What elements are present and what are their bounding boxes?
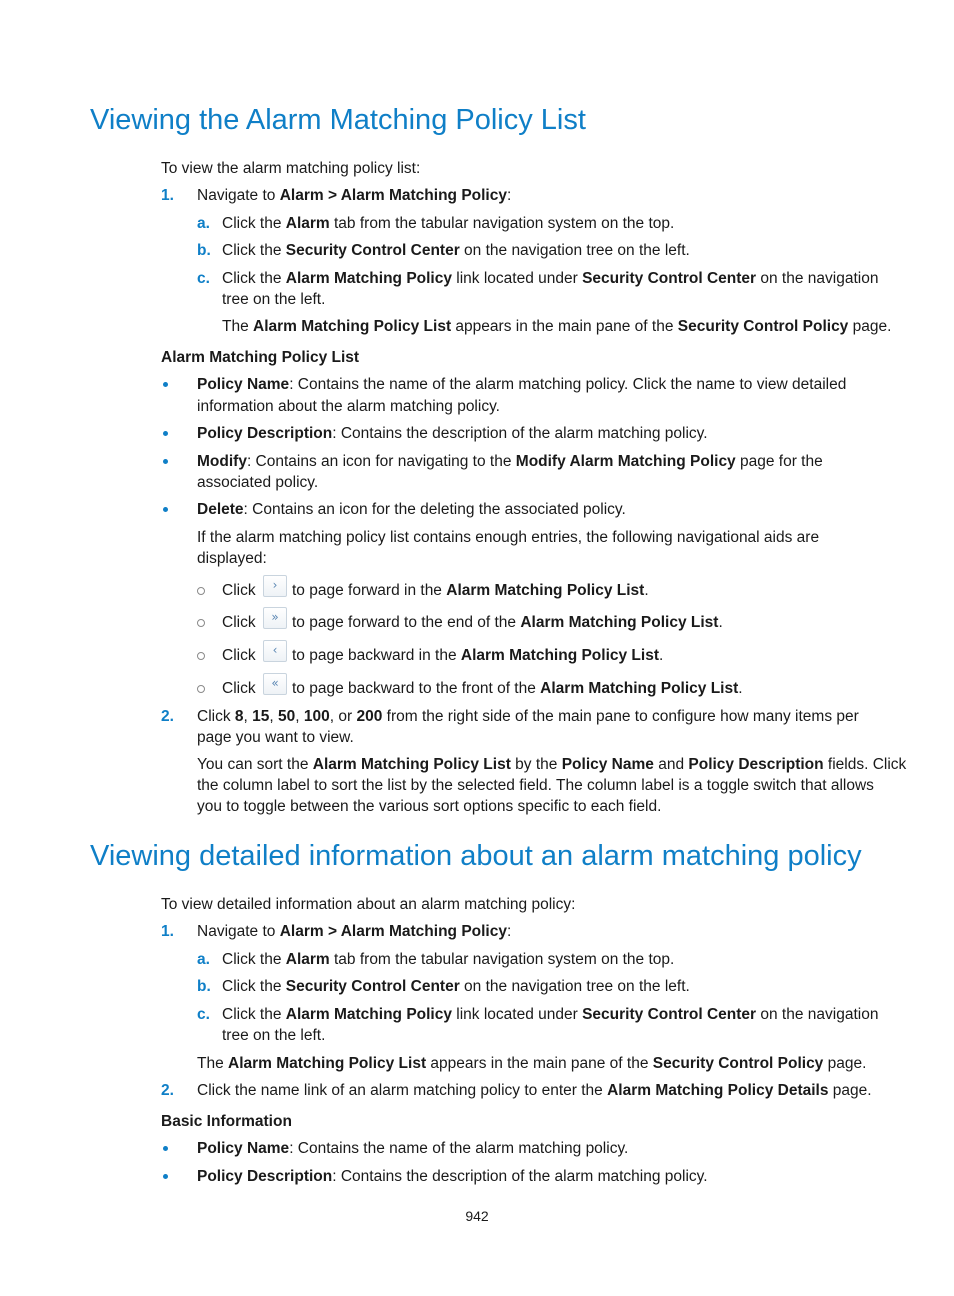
text-run: page for the	[735, 453, 823, 470]
bullet-text-cont: information about the alarm matching policy.	[197, 398, 500, 415]
text-run: : Contains an icon for navigating to the	[246, 453, 516, 470]
bullet-text	[197, 1166, 708, 1187]
text-run: Click the	[222, 270, 286, 287]
intro-text: To view detailed information about an alarm matching policy:	[161, 896, 576, 913]
step-number: 2.	[161, 1082, 174, 1099]
section-title: Viewing the Alarm Matching Policy List	[90, 104, 586, 136]
text-run: to page backward in the	[292, 647, 461, 664]
page-number: 942	[465, 1208, 489, 1224]
text-run: .	[738, 680, 743, 697]
text-run: The	[197, 1055, 229, 1072]
text-run: , or	[329, 708, 357, 725]
text-run: from the right side of the main pane to configure how many items per	[382, 708, 859, 725]
substep-text	[222, 268, 878, 289]
basic-info-heading: Basic Information	[161, 1113, 292, 1130]
text-run: Click the	[222, 242, 286, 259]
text-run: tab from the tabular navigation system on the top.	[329, 951, 675, 968]
text-run: Navigate to	[197, 187, 280, 204]
ui-term: Alarm Matching Policy List	[460, 647, 659, 664]
ui-term: Security Control Center	[582, 1006, 757, 1023]
page-first-icon: «	[263, 673, 287, 695]
field-name: Policy Name	[197, 376, 290, 393]
text-run: to page forward to the end of the	[292, 614, 521, 631]
step-number: 1.	[161, 923, 174, 940]
bullet-icon	[163, 1174, 168, 1179]
bullet-icon	[163, 1146, 168, 1151]
text-run: .	[644, 582, 649, 599]
page-backward-icon: ‹	[263, 640, 287, 662]
nav-note-cont: displayed:	[197, 550, 267, 567]
ui-term: Modify Alarm Matching Policy	[515, 453, 736, 470]
text-run: :	[506, 923, 512, 940]
field-name: Policy Description	[197, 425, 333, 442]
bullet-text	[197, 499, 626, 520]
text-run: : Contains the name of the alarm matching policy.	[289, 1140, 629, 1157]
text-run: by the	[510, 756, 562, 773]
result-text	[222, 316, 891, 337]
text-run: link located under	[451, 1006, 583, 1023]
text-run: on the navigation tree on the left.	[459, 242, 690, 259]
substep-label: a.	[197, 951, 210, 968]
menu-path: Alarm > Alarm Matching Policy	[279, 187, 507, 204]
page-size-option: 200	[356, 708, 383, 725]
text-run: tab from the tabular navigation system on the top.	[329, 215, 675, 232]
bullet-text	[197, 451, 823, 472]
substep-text	[222, 949, 674, 970]
nav-click-label: Click	[222, 582, 256, 599]
sub-bullet-icon	[197, 652, 205, 660]
section-title: Viewing detailed information about an alarm matching policy	[90, 840, 862, 872]
substep-label: c.	[197, 1006, 210, 1023]
field-name: Delete	[197, 501, 244, 518]
text-run: link located under	[451, 270, 583, 287]
nav-item-text	[292, 612, 723, 633]
ui-term: Alarm Matching Policy List	[312, 756, 511, 773]
nav-note: If the alarm matching policy list contains enough entries, the following navigational aids are	[197, 529, 820, 546]
text-run: .	[659, 647, 664, 664]
ui-term: Alarm Matching Policy	[285, 1006, 452, 1023]
result-text	[197, 1053, 866, 1074]
substep-text	[222, 213, 674, 234]
text-run: ,	[243, 708, 253, 725]
ui-term: Security Control Policy	[652, 1055, 824, 1072]
text-run: to page forward in the	[292, 582, 447, 599]
page-last-icon: »	[263, 607, 287, 629]
text-run: on the navigation	[756, 1006, 879, 1023]
bullet-text	[197, 1138, 628, 1159]
page-size-option: 50	[278, 708, 296, 725]
text-run: on the navigation tree on the left.	[459, 978, 690, 995]
text-run: page.	[828, 1082, 872, 1099]
step-text	[197, 185, 511, 206]
text-run: :	[506, 187, 512, 204]
bullet-icon	[163, 459, 168, 464]
ui-term: Security Control Center	[582, 270, 757, 287]
text-run: appears in the main pane of the	[451, 318, 678, 335]
step-text	[197, 1080, 872, 1101]
sub-bullet-icon	[197, 685, 205, 693]
substep-label: b.	[197, 978, 211, 995]
page-forward-icon: ›	[263, 575, 287, 597]
text-run: ,	[295, 708, 304, 725]
substep-text	[222, 240, 690, 261]
bullet-icon	[163, 431, 168, 436]
text-run: fields. Click	[823, 756, 907, 773]
sub-bullet-icon	[197, 587, 205, 595]
ui-term: Security Control Policy	[677, 318, 849, 335]
ui-term: Alarm Matching Policy	[285, 270, 452, 287]
substep-label: a.	[197, 215, 210, 232]
field-name: Policy Description	[197, 1168, 333, 1185]
text-run: Click the	[222, 951, 286, 968]
ui-term: Alarm Matching Policy List	[540, 680, 739, 697]
nav-item-text	[292, 678, 743, 699]
bullet-icon	[163, 507, 168, 512]
substep-label: c.	[197, 270, 210, 287]
nav-item-text	[292, 645, 663, 666]
text-run: Click the name link of an alarm matching policy to enter the	[197, 1082, 608, 1099]
sub-bullet-icon	[197, 619, 205, 627]
ui-term: Alarm Matching Policy List	[253, 318, 452, 335]
nav-item-text	[292, 580, 649, 601]
text-run: : Contains an icon for the deleting the associated policy.	[243, 501, 626, 518]
bullet-icon	[163, 382, 168, 387]
bullet-text-cont: associated policy.	[197, 474, 319, 491]
ui-term: Alarm	[285, 215, 330, 232]
field-name: Policy Name	[561, 756, 654, 773]
step-text	[197, 706, 859, 727]
text-run: ,	[269, 708, 279, 725]
text-run: page.	[848, 318, 892, 335]
text-run: and	[653, 756, 689, 773]
text-run: Navigate to	[197, 923, 280, 940]
field-name: Modify	[197, 453, 247, 470]
ui-term: Alarm Matching Policy List	[228, 1055, 427, 1072]
text-run: Click the	[222, 215, 286, 232]
field-name: Policy Description	[688, 756, 824, 773]
text-run: to page backward to the front of the	[292, 680, 541, 697]
text-run: page.	[823, 1055, 867, 1072]
field-name: Policy Name	[197, 1140, 290, 1157]
substep-text-cont: tree on the left.	[222, 1027, 326, 1044]
ui-term: Alarm	[285, 951, 330, 968]
ui-term: Alarm Matching Policy Details	[607, 1082, 829, 1099]
text-run: Click the	[222, 978, 286, 995]
text-run: : Contains the description of the alarm matching policy.	[332, 1168, 708, 1185]
text-run: : Contains the description of the alarm matching policy.	[332, 425, 708, 442]
text-run: appears in the main pane of the	[426, 1055, 653, 1072]
page-size-option: 100	[303, 708, 330, 725]
text-run: on the navigation	[756, 270, 879, 287]
step-number: 1.	[161, 187, 174, 204]
step-text	[197, 921, 511, 942]
ui-term: Security Control Center	[285, 978, 460, 995]
substep-label: b.	[197, 242, 211, 259]
substep-text	[222, 1004, 878, 1025]
text-run: Click	[197, 708, 235, 725]
bullet-text	[197, 423, 708, 444]
ui-term: Security Control Center	[285, 242, 460, 259]
bullet-text	[197, 374, 846, 395]
sort-note-cont: the column label to sort the list by the selected field. The column label is a toggle switch that allows	[197, 777, 874, 794]
nav-click-label: Click	[222, 614, 256, 631]
step-text-cont: page you want to view.	[197, 729, 354, 746]
nav-click-label: Click	[222, 647, 256, 664]
step-number: 2.	[161, 708, 174, 725]
nav-click-label: Click	[222, 680, 256, 697]
substep-text	[222, 976, 690, 997]
text-run: : Contains the name of the alarm matching policy. Click the name to view detailed	[289, 376, 847, 393]
sort-note	[197, 754, 906, 775]
page-size-option: 15	[252, 708, 270, 725]
intro-text: To view the alarm matching policy list:	[161, 160, 421, 177]
ui-term: Alarm Matching Policy List	[520, 614, 719, 631]
list-heading: Alarm Matching Policy List	[161, 349, 360, 366]
text-run: .	[718, 614, 723, 631]
substep-text-cont: tree on the left.	[222, 291, 326, 308]
ui-term: Alarm Matching Policy List	[446, 582, 645, 599]
text-run: Click the	[222, 1006, 286, 1023]
page-size-option: 8	[234, 708, 244, 725]
sort-note-cont: you to toggle between the various sort options specific to each field.	[197, 798, 662, 815]
text-run: The	[222, 318, 254, 335]
text-run: You can sort the	[197, 756, 313, 773]
menu-path: Alarm > Alarm Matching Policy	[279, 923, 507, 940]
